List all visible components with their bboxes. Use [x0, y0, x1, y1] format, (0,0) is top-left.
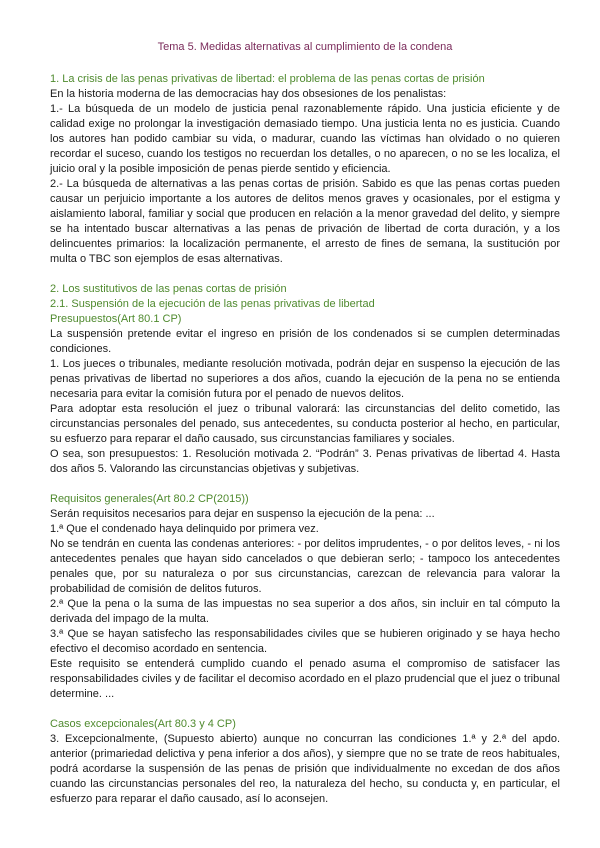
paragraph: 1.- La búsqueda de un modelo de justicia penal razonablemente rápido. Una justicia eficiente y de calidad exige no prolongar la investigación demasiado tiempo. Una justicia lenta no es justicia. Cuando los autores han podido cambiar su vida, o madurar, cuando las víctimas han olvidado o no quieren recordar el suceso, cuando los testigos no recuerdan los detalles, o no aparecen, o no se les localiza, el juicio oral y la posible imposición de penas pierde sentido y eficiencia. [50, 103, 560, 175]
section-1 [50, 72, 560, 267]
paragraph: Serán requisitos necesarios para dejar en suspenso la ejecución de la pena: ... [50, 508, 435, 520]
paragraph: 2.- La búsqueda de alternativas a las penas cortas de prisión. Sabido es que las penas cortas pueden causar un perjuicio importante a los autores de delitos menos graves y ocasionales, por el estigma y aislamiento laboral, familiar y social que producen en relación a la menor gravedad del delito, y siempre se ha intentado buscar alternativas a las penas de privación de libertad de corta duración, y a los delincuentes primarios: la localización permanente, el arresto de fines de semana, la sustitución por multa o TBC son ejemplos de esas alternativas. [50, 178, 560, 265]
document-title: Tema 5. Medidas alternativas al cumplimiento de la condena [157, 41, 453, 53]
spacer [50, 477, 560, 492]
paragraph: 1.ª Que el condenado haya delinquido por primera vez. [50, 523, 319, 535]
spacer [50, 702, 560, 717]
paragraph: No se tendrán en cuenta las condenas anteriores: - por delitos imprudentes, - o por delitos leves, - ni los antecedentes penales que hayan sido cancelados o que debieran serlo; - tampoco los antecedentes penales que, por su naturaleza o por sus circunstancias, carezcan de relevancia para valorar la probabilidad de comisión de delitos futuros. [50, 538, 560, 595]
document-page [50, 40, 560, 807]
section-2-heading: 2. Los sustitutivos de las penas cortas de prisión [50, 283, 287, 295]
spacer [50, 267, 560, 282]
paragraph: 2.ª Que la pena o la suma de las impuestas no sea superior a dos años, sin incluir en tal cómputo la derivada del impago de la multa. [50, 598, 560, 625]
paragraph: La suspensión pretende evitar el ingreso en prisión de los condenados si se cumplen determinadas condiciones. [50, 328, 560, 355]
section-2 [50, 282, 560, 807]
requisitos-heading: Requisitos generales(Art 80.2 CP(2015)) [50, 493, 249, 505]
paragraph: Este requisito se entenderá cumplido cuando el penado asuma el compromiso de satisfacer las responsabilidades civiles y de facilitar el decomiso acordado en el plazo prudencial que el juez o tribunal determine. ... [50, 658, 560, 700]
paragraph: 3. Excepcionalmente, (Supuesto abierto) aunque no concurran las condiciones 1.ª y 2.ª del apdo. anterior (primariedad delictiva y pena inferior a dos años), y siempre que no se trate de reos habituales, podrá acordarse la suspensión de las penas de prisión que individualmente no excedan de dos años cuando las circunstancias personales del reo, la naturaleza del hecho, su conducta y, en particular, el esfuerzo para reparar el daño causado, así lo aconsejen. [50, 733, 560, 805]
section-1-heading: 1. La crisis de las penas privativas de libertad: el problema de las penas cortas de prisión [50, 73, 485, 85]
subsection-2-1-heading: 2.1. Suspensión de la ejecución de las penas privativas de libertad [50, 298, 375, 310]
paragraph: 3.ª Que se hayan satisfecho las responsabilidades civiles que se hubieren originado y se haya hecho efectivo el decomiso acordado en sentencia. [50, 628, 560, 655]
presupuestos-heading: Presupuestos(Art 80.1 CP) [50, 313, 182, 325]
paragraph: O sea, son presupuestos: 1. Resolución motivada 2. “Podrán” 3. Penas privativas de libertad 4. Hasta dos años 5. Valorando las circunstancias objetivas y subjetivas. [50, 448, 560, 475]
paragraph: 1. Los jueces o tribunales, mediante resolución motivada, podrán dejar en suspenso la ejecución de las penas privativas de libertad no superiores a dos años, cuando la ejecución de la pena no se entienda necesaria para evitar la comisión futura por el penado de nuevos delitos. [50, 358, 560, 400]
paragraph: En la historia moderna de las democracias hay dos obsesiones de los penalistas: [50, 88, 447, 100]
casos-heading: Casos excepcionales(Art 80.3 y 4 CP) [50, 718, 236, 730]
paragraph: Para adoptar esta resolución el juez o tribunal valorará: las circunstancias del delito cometido, las circunstancias personales del penado, sus antecedentes, su conducta posterior al hecho, en particular, su esfuerzo para reparar el daño causado, sus circunstancias familiares y sociales. [50, 403, 560, 445]
